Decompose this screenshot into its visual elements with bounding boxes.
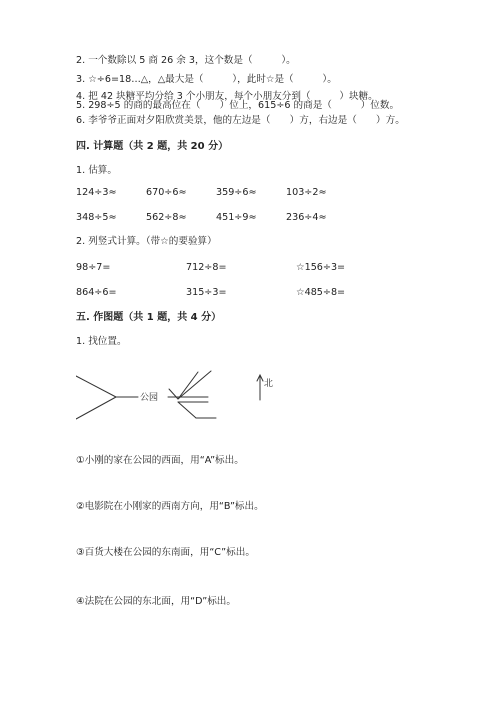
task-a: ①小刚的家在公园的西面，用“A”标出。 (76, 455, 244, 466)
vertical-calc-item: 98÷7= (76, 262, 111, 273)
estimate-item: 103÷2≈ (286, 187, 327, 198)
question-2: 2. 一个数除以 5 商 26 余 3，这个数是（ ）。 (76, 55, 296, 66)
vertical-calc-label: 2. 列竖式计算。（带☆的要验算） (76, 236, 217, 247)
estimate-item: 451÷9≈ (216, 212, 257, 223)
section-4-title: 四. 计算题（共 2 题，共 20 分） (76, 141, 229, 152)
west-road-lower (76, 397, 116, 419)
estimate-item: 348÷5≈ (76, 212, 117, 223)
task-c: ③百货大楼在公园的东南面，用“C”标出。 (76, 547, 255, 558)
task-d: ④法院在公园的东北面，用“D”标出。 (76, 596, 236, 607)
north-label: 北 (264, 379, 274, 389)
park-label: 公园 (140, 393, 159, 403)
vertical-calc-item: ☆485÷8= (296, 287, 346, 298)
west-road-upper (76, 376, 116, 397)
question-6: 6. 李爷爷正面对夕阳欣赏美景，他的左边是（ ）方，右边是（ ）方。 (76, 115, 405, 126)
estimate-item: 124÷3≈ (76, 187, 117, 198)
southeast-road (178, 402, 196, 418)
question-4: 4. 把 42 块糖平均分给 3 个小朋友，每个小朋友分到（ ）块糖。 (76, 91, 378, 102)
estimate-item: 562÷8≈ (146, 212, 187, 223)
northeast-road-a (178, 371, 211, 399)
task-b: ②电影院在小刚家的西南方向，用“B”标出。 (76, 501, 264, 512)
vertical-calc-item: ☆156÷3= (296, 262, 346, 273)
estimate-item: 236÷4≈ (286, 212, 327, 223)
find-position-label: 1. 找位置。 (76, 336, 127, 347)
vertical-calc-item: 315÷3= (186, 287, 227, 298)
estimate-item: 359÷6≈ (216, 187, 257, 198)
northeast-road-b (178, 372, 198, 399)
question-3: 3. ☆÷6=18…△，△最大是（ ），此时☆是（ ）。 (76, 74, 337, 85)
section-5-title: 五. 作图题（共 1 题，共 4 分） (76, 312, 222, 323)
question-5: 5. 298÷5 的商的最高位在（ ）位上，615÷6 的商是（ ）位数。 (76, 100, 400, 111)
park-map (76, 362, 316, 424)
vertical-calc-item: 864÷6= (76, 287, 117, 298)
estimate-item: 670÷6≈ (146, 187, 187, 198)
estimate-label: 1. 估算。 (76, 165, 117, 176)
vertical-calc-item: 712÷8= (186, 262, 227, 273)
